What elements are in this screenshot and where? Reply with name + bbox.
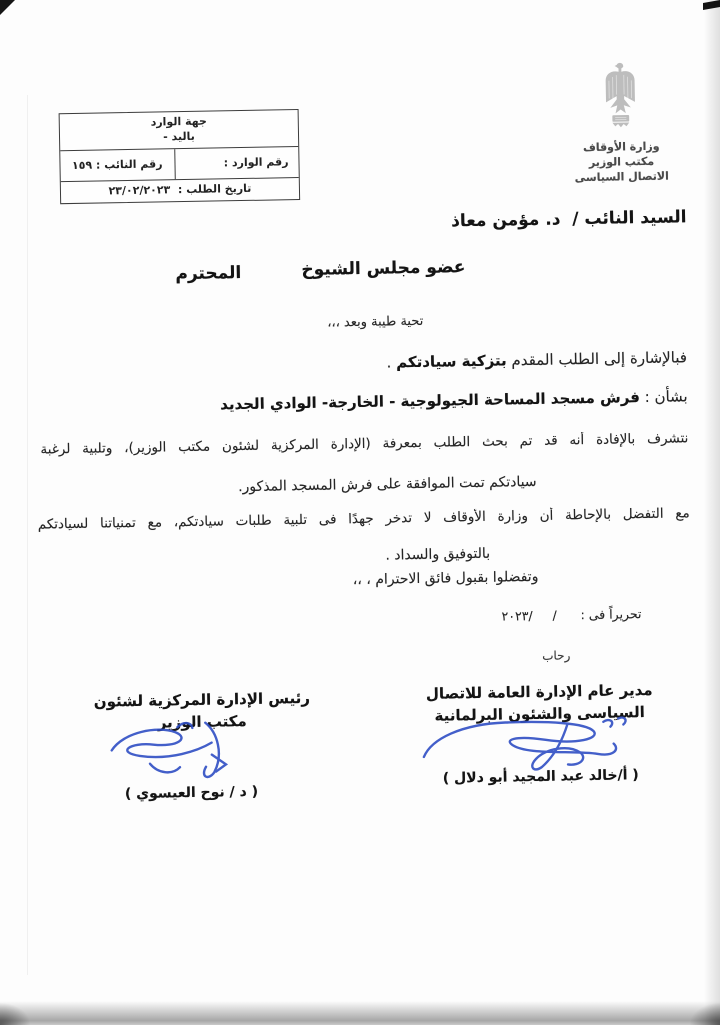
reference-prefix: فبالإشارة إلى الطلب المقدم bbox=[506, 348, 688, 370]
greeting-line: تحية طيبة وبعد ،،، bbox=[327, 313, 424, 331]
scan-artifact-bottom-right bbox=[690, 1003, 720, 1025]
request-date-cell: تاريخ الطلب : ٢٣/٠٢/٢٠٢٣ bbox=[108, 181, 252, 198]
paragraph2-line2: بالتوفيق والسداد . bbox=[385, 545, 491, 564]
right-signatory-title2: السياسى والشئون البرلمانية bbox=[434, 703, 645, 725]
left-signature-icon bbox=[93, 713, 308, 791]
paragraph1-line1: نتشرف بالإفادة أنه قد تم بحث الطلب بمعرفة (الإدارة المركزية لشئون مكتب الوزير)، وتلبية لرغبة bbox=[40, 430, 689, 458]
left-signatory-title1: رئيس الإدارة المركزية لشئون bbox=[93, 688, 311, 711]
reference-line bbox=[386, 348, 687, 371]
stamp-source-row bbox=[60, 110, 299, 151]
closing-line: وتفضلوا بقبول فائق الاحترام ، ،، bbox=[352, 568, 539, 589]
scan-artifact-top-left bbox=[0, 0, 15, 15]
minister-office: مكتب الوزير bbox=[588, 154, 655, 169]
stamp-numbers-row bbox=[60, 147, 299, 182]
scan-edge-bottom bbox=[0, 1001, 720, 1025]
scan-crease-line bbox=[27, 95, 28, 975]
stamp-source-value: باليد - bbox=[163, 129, 195, 144]
scan-edge-right bbox=[704, 0, 720, 1025]
paragraph1-line2: سيادتكم تمت الموافقة على فرش المسجد المذكور. bbox=[238, 473, 537, 496]
left-signatory-title2: مكتب الوزير bbox=[157, 712, 247, 732]
handwritten-note: رحاب bbox=[542, 648, 571, 663]
reference-bold: بتزكية سيادتكم bbox=[395, 351, 507, 372]
recipient-honorific: المحترم bbox=[175, 263, 242, 285]
left-signatory-block bbox=[67, 686, 339, 817]
subject-line bbox=[220, 387, 688, 413]
deputy-number-cell: رقم النائب : ١٥٩ bbox=[71, 157, 163, 172]
egypt-eagle-emblem-icon bbox=[592, 59, 649, 136]
left-signatory-name: ( د / نوح العيسوي ) bbox=[124, 783, 259, 803]
reference-suffix: . bbox=[386, 353, 397, 372]
subject-label: بشأن : bbox=[639, 387, 688, 407]
incoming-number-cell: رقم الوارد : bbox=[174, 147, 299, 179]
recipient-member-title: عضو مجلس الشيوخ bbox=[301, 257, 466, 280]
scan-artifact-bottom-left bbox=[0, 1003, 30, 1025]
recipient-line: السيد النائب / د. مؤمن معاذ bbox=[451, 207, 687, 232]
paragraph2-line1: مع التفضل بالإحاطة أن وزارة الأوقاف لا تدخر جهدًا فى تلبية طلبات سيادتكم، مع تمنياتنا لسيادتكم bbox=[37, 505, 690, 533]
ministry-name: وزارة الأوقاف bbox=[582, 139, 660, 155]
stamp-source-title: جهة الوارد bbox=[150, 114, 207, 129]
right-signatory-block bbox=[397, 678, 684, 805]
subject-text: فرش مسجد المساحة الجيولوجية - الخارجة- الوادي الجديد bbox=[220, 388, 641, 414]
right-signatory-name: ( أ/خالد عبد المجيد أبو دلال ) bbox=[442, 767, 639, 787]
incoming-stamp-box bbox=[59, 109, 301, 204]
right-signatory-title1: مدير عام الإدارة العامة للاتصال bbox=[425, 680, 653, 703]
ministry-emblem-block bbox=[572, 59, 670, 186]
issued-date-line: تحريراً فى : / /٢٠٢٣ bbox=[501, 606, 642, 624]
political-communication: الاتصال السياسى bbox=[574, 169, 669, 185]
